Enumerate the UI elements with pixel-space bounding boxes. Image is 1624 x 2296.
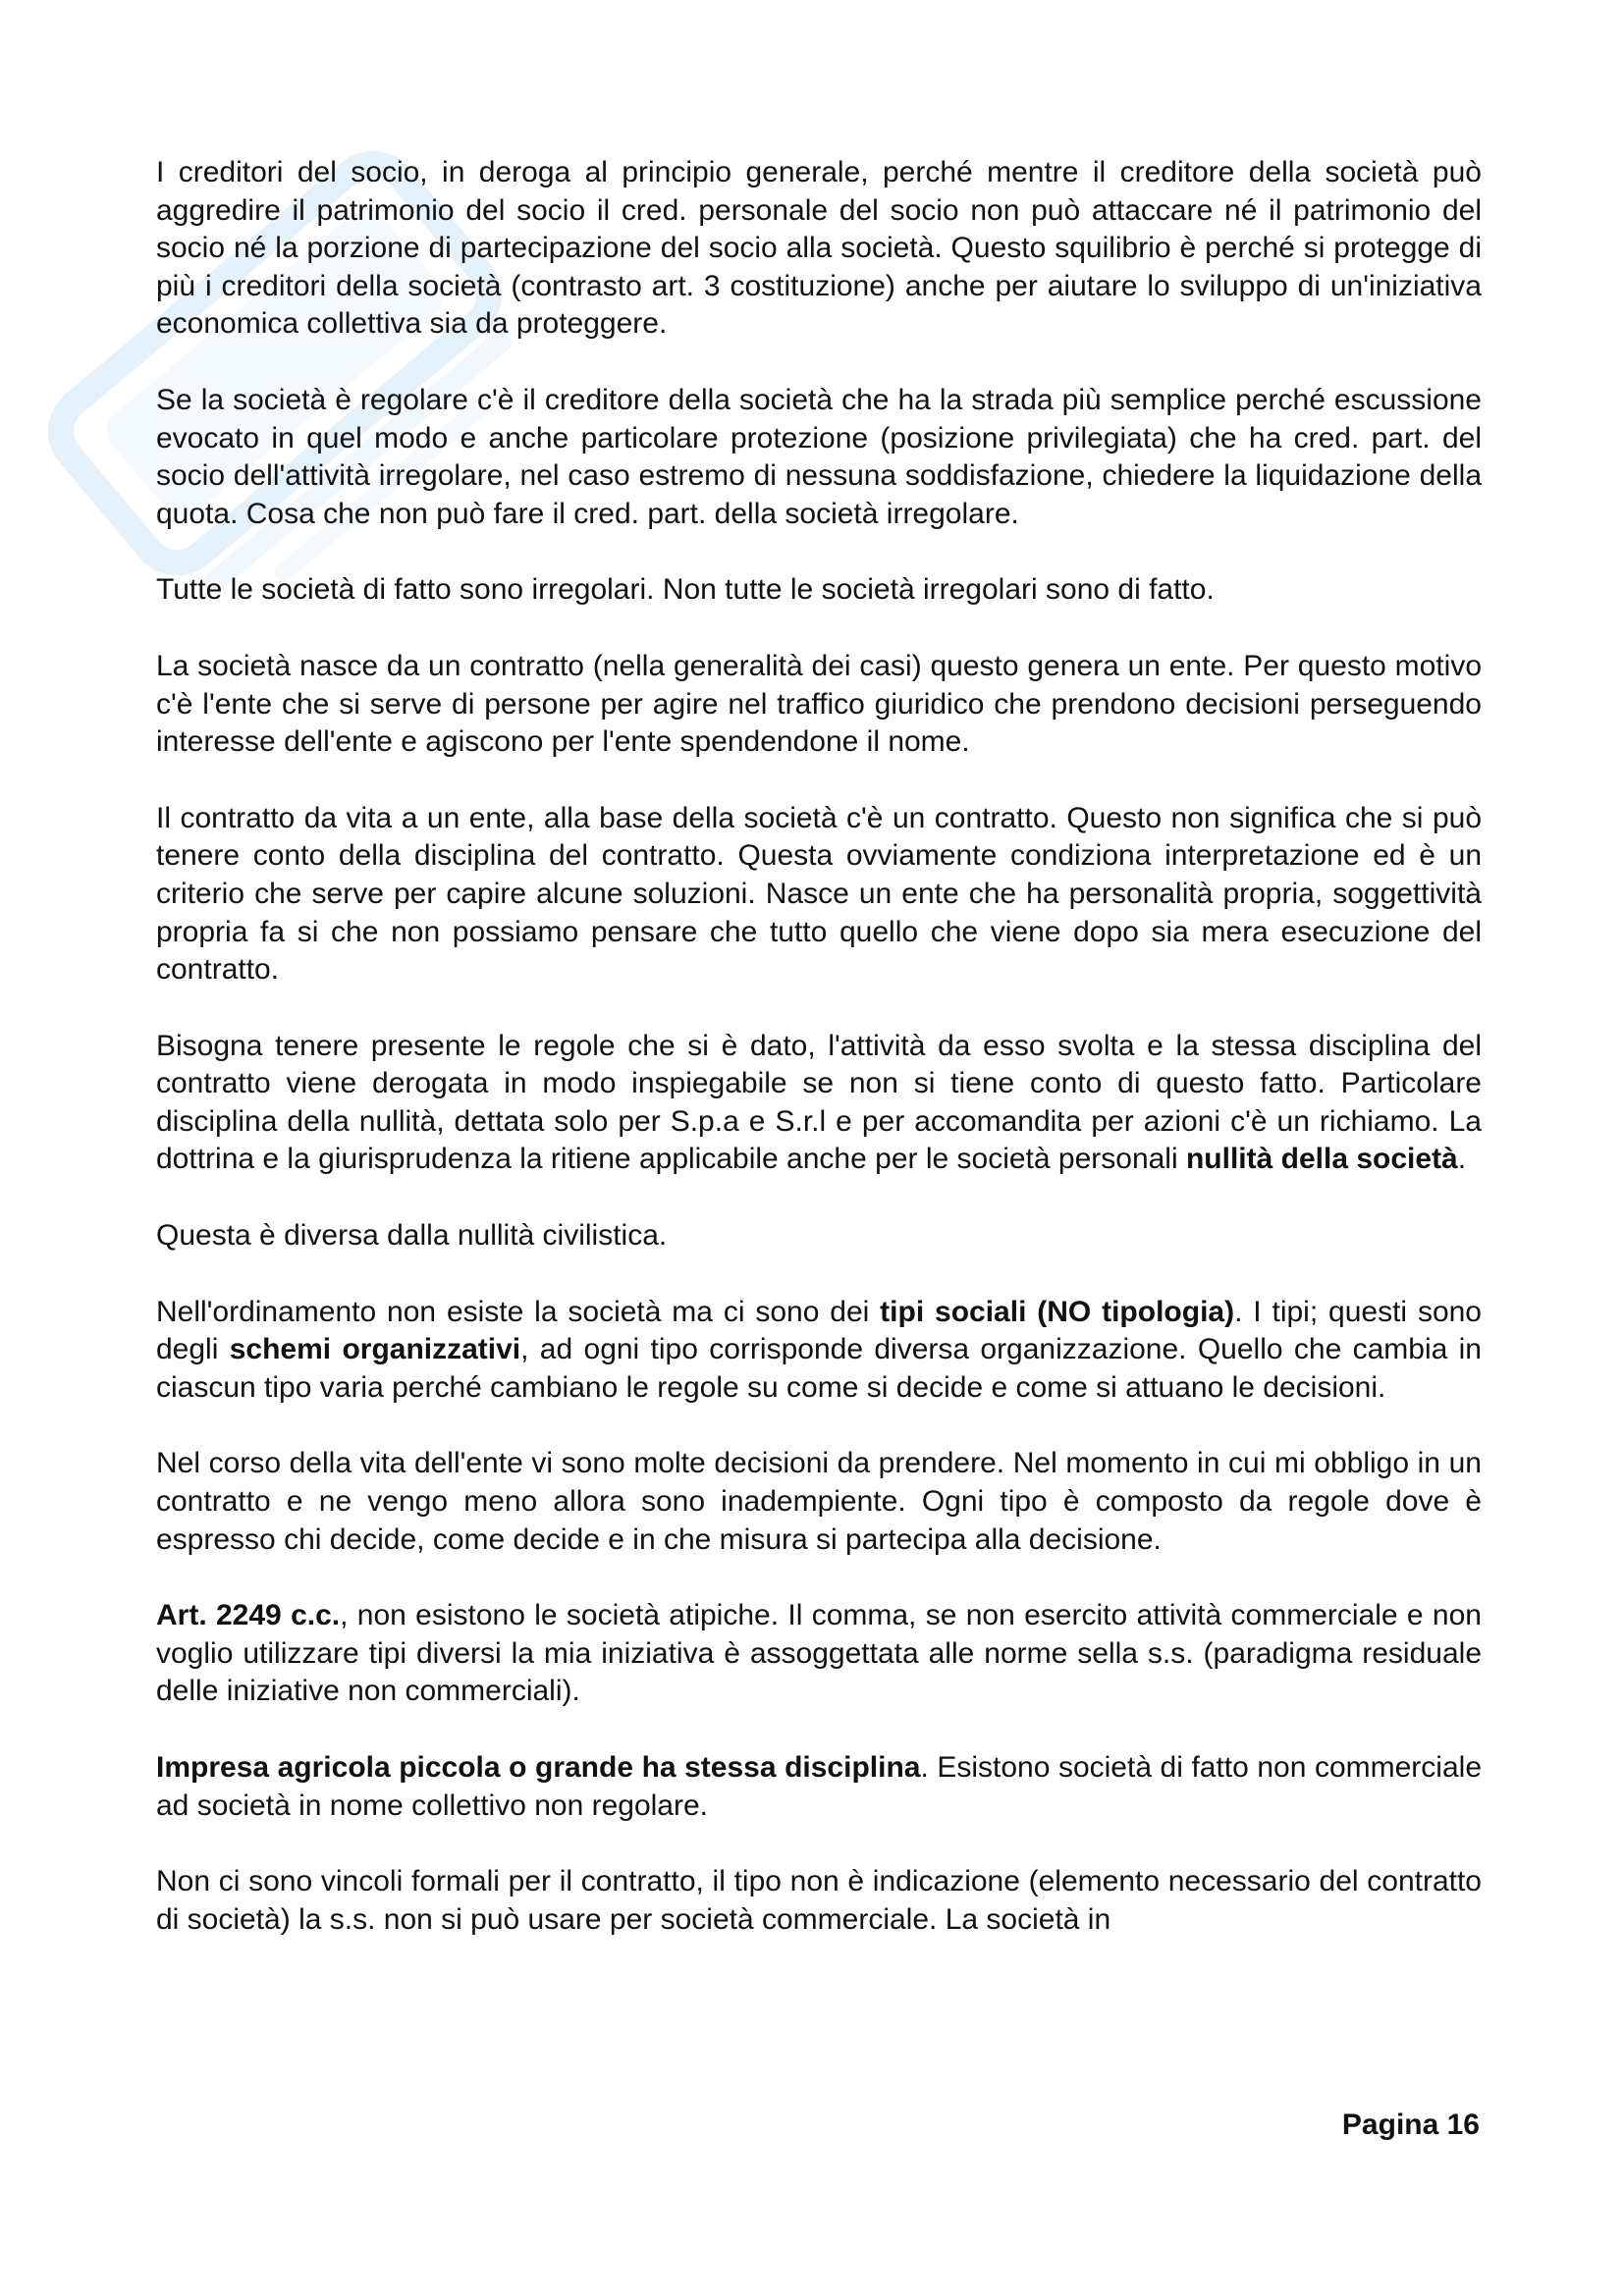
text-run: Nell'ordinamento non esiste la società ma ci sono dei [156, 1295, 881, 1328]
paragraph [156, 648, 1482, 762]
text-run: Non ci sono vincoli formali per il contratto, il tipo non è indicazione (elemento necessario del contratto di società) la s.s. non si può usare per società commerciale. La società in [156, 1865, 1482, 1936]
text-run: Bisogna tenere presente le regole che si è dato, l'attività da esso svolta e la stessa disciplina del contratto viene derogata in modo inspiegabile se non si tiene conto di questo fatto. Particolare disciplina della nullità, dettata solo per S.p.a e S.r.l e per accomandita per azioni c'è un richiamo. La dottrina e la giurisprudenza la ritiene applicabile anche per le società personali [156, 1029, 1482, 1176]
paragraph [156, 571, 1482, 610]
bold-text: Art. 2249 c.c. [156, 1599, 341, 1632]
text-run: Se la società è regolare c'è il creditore della società che ha la strada più semplice perché escussione evocato in quel modo e anche particolare protezione (posizione privilegiata) che ha cred. part. del socio dell'attività irregolare, nel caso estremo di nessuna soddisfazione, chiedere la liquidazione della quota. Cosa che non può fare il cred. part. della società irregolare. [156, 383, 1482, 530]
paragraph [156, 800, 1482, 989]
document-body [156, 154, 1482, 1977]
text-run: , ad ogni tipo corrisponde diversa organizzazione. Quello che cambia in ciascun tipo varia perché cambiano le regole su come si decide e come si attuano le decisioni. [156, 1333, 1482, 1404]
text-run: , non esistono le società atipiche. Il comma, se non esercito attività commerciale e non voglio utilizzare tipi diversi la mia iniziativa è assoggettata alle norme sella s.s. (paradigma residuale delle iniziative non commerciali). [156, 1599, 1482, 1708]
paragraph [156, 1028, 1482, 1179]
page-number: Pagina 16 [1341, 2109, 1480, 2141]
text-run: I creditori del socio, in deroga al principio generale, perché mentre il creditore della società può aggredire il patrimonio del socio il cred. personale del socio non può attaccare né il patrimonio del socio né la porzione di partecipazione del socio alla società. Questo squilibrio è perché si protegge di più i creditori della società (contrasto art. 3 costituzione) anche per aiutare lo sviluppo di un'iniziativa economica collettiva sia da proteggere. [156, 156, 1482, 341]
paragraph [156, 1217, 1482, 1255]
paragraph [156, 382, 1482, 533]
text-run: . I tipi; questi sono degli [156, 1295, 1482, 1366]
text-run: . [1457, 1143, 1467, 1176]
bold-text: nullità della società [1185, 1143, 1458, 1176]
paragraph [156, 1597, 1482, 1711]
text-run: Nel corso della vita dell'ente vi sono molte decisioni da prendere. Nel momento in cui mi obbligo in un contratto e ne vengo meno allora sono inadempiente. Ogni tipo è composto da regole dove è espresso chi decide, come decide e in che misura si partecipa alla decisione. [156, 1447, 1482, 1556]
paragraph [156, 1749, 1482, 1825]
text-run: Il contratto da vita a un ente, alla base della società c'è un contratto. Questo non significa che si può tenere conto della disciplina del contratto. Questa ovviamente condiziona interpretazione ed è un criterio che serve per capire alcune soluzioni. Nasce un ente che ha personalità propria, soggettività propria fa si che non possiamo pensare che tutto quello che viene dopo sia mera esecuzione del contratto. [156, 801, 1482, 987]
text-run: Tutte le società di fatto sono irregolari. Non tutte le società irregolari sono di fatto. [156, 573, 1215, 607]
paragraph [156, 1445, 1482, 1559]
text-run: . Esistono società di fatto non commerciale ad società in nome collettivo non regolare. [156, 1751, 1483, 1822]
paragraph [156, 154, 1482, 344]
paragraph [156, 1863, 1482, 1939]
bold-text: tipi sociali (NO tipologia) [880, 1295, 1235, 1328]
text-run: Questa è diversa dalla nullità civilistica. [156, 1219, 668, 1253]
paragraph [156, 1294, 1482, 1408]
bold-text: Impresa agricola piccola o grande ha stessa disciplina [156, 1751, 921, 1784]
bold-text: schemi organizzativi [229, 1333, 521, 1366]
text-run: La società nasce da un contratto (nella generalità dei casi) questo genera un ente. Per questo motivo c'è l'ente che si serve di persone per agire nel traffico giuridico che prendono decisioni perseguendo interesse dell'ente e agiscono per l'ente spendendone il nome. [156, 649, 1482, 759]
